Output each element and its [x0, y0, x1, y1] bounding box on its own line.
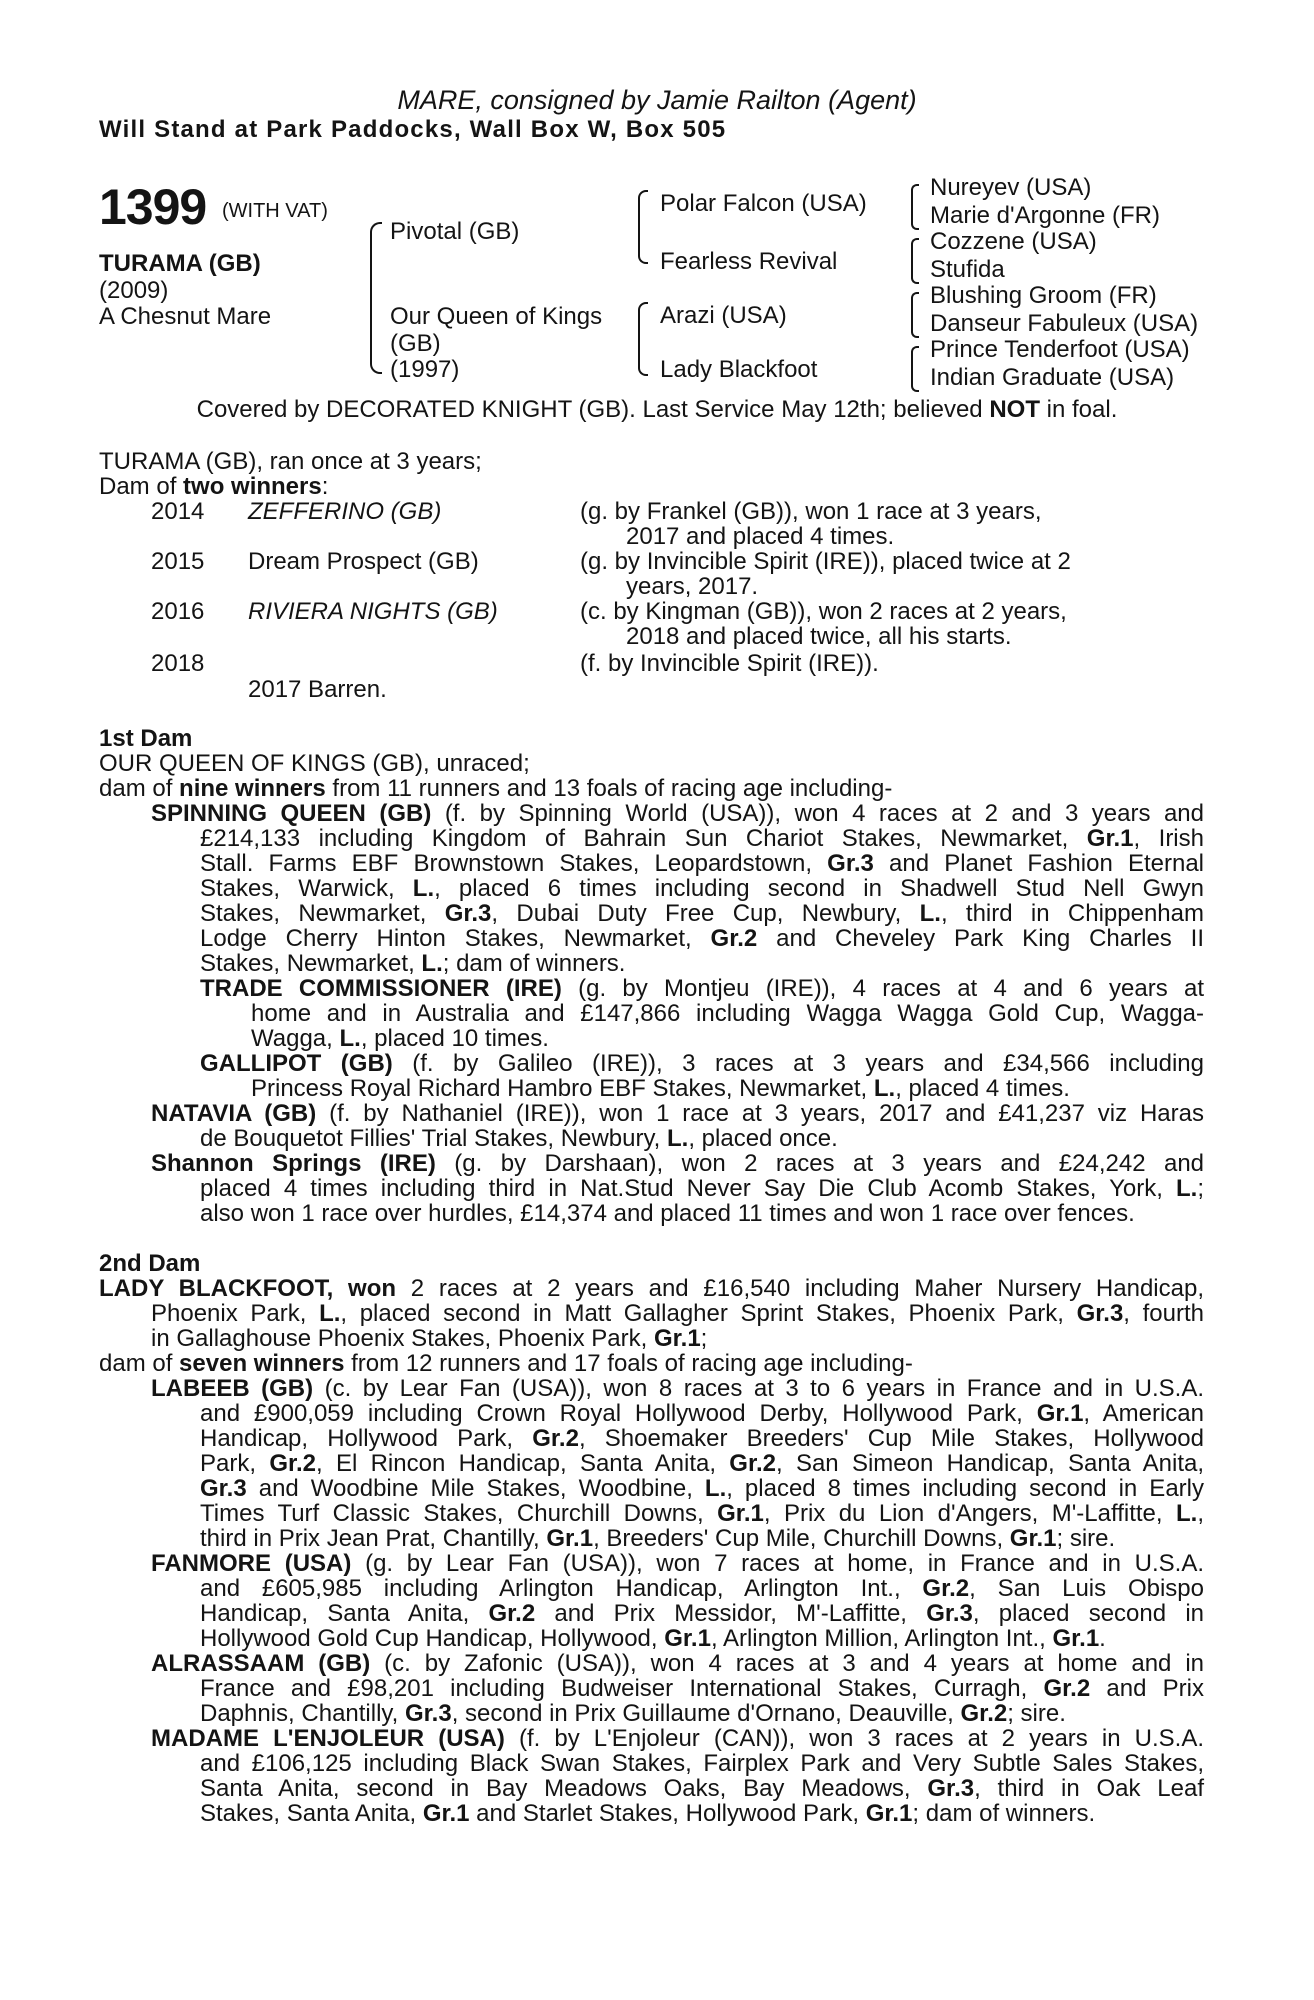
produce-year: 2018: [151, 650, 205, 677]
progeny-line: £214,133 including Kingdom of Bahrain Sun Chariot Stakes, Newmarket, Gr.1, Irish: [200, 825, 1204, 852]
progeny-line: Shannon Springs (IRE) (g. by Darshaan), won 2 races at 3 years and £24,242 and: [151, 1150, 1205, 1177]
progeny-line: third in Prix Jean Prat, Chantilly, Gr.1, Breeders' Cup Mile, Churchill Downs, Gr.1; sire.: [200, 1525, 1116, 1552]
sire-dam: Fearless Revival: [660, 248, 838, 275]
summary-suffix: from 12 runners and 17 foals of racing age including-: [344, 1350, 913, 1377]
progeny-line: Handicap, Santa Anita, Gr.2 and Prix Messidor, M'-Laffitte, Gr.3, placed second in: [200, 1600, 1204, 1627]
barren-note: 2017 Barren.: [248, 676, 387, 703]
produce-year: 2016: [151, 598, 205, 625]
horse-name: TURAMA (GB): [99, 250, 261, 277]
dam-of-line: [99, 473, 328, 501]
grandsire-2: Cozzene (USA): [930, 228, 1097, 255]
pedigree-bracket: [370, 222, 382, 374]
granddam-4: Indian Graduate (USA): [930, 364, 1175, 391]
sire-sire: Polar Falcon (USA): [660, 190, 867, 217]
first-dam-summary: [99, 775, 892, 803]
winners-count: two winners: [183, 473, 322, 500]
pedigree-bracket: [911, 346, 919, 392]
pedigree-bracket: [911, 184, 919, 230]
pedigree-bracket: [911, 238, 919, 284]
progeny-line: Park, Gr.2, El Rincon Handicap, Santa Anita, Gr.2, San Simeon Handicap, Santa Anita,: [200, 1450, 1205, 1477]
dam-of-prefix: Dam of: [99, 473, 184, 500]
race-record: TURAMA (GB), ran once at 3 years;: [99, 448, 482, 475]
covered-not: NOT: [989, 396, 1040, 423]
dam-country: (GB): [390, 330, 441, 357]
progeny-line: Santa Anita, second in Bay Meadows Oaks, Bay Meadows, Gr.3, third in Oak Leaf: [200, 1775, 1204, 1802]
produce-year: 2014: [151, 498, 205, 525]
progeny-line: Stakes, Newmarket, L.; dam of winners.: [200, 950, 626, 977]
progeny-line: ALRASSAAM (GB) (c. by Zafonic (USA)), won 4 races at 3 and 4 years at home and in: [151, 1650, 1205, 1677]
progeny-line: Times Turf Classic Stakes, Churchill Downs, Gr.1, Prix du Lion d'Angers, M'-Laffitte, L.,: [200, 1500, 1204, 1527]
vat-note: (WITH VAT): [222, 200, 328, 222]
horse-description: A Chesnut Mare: [99, 303, 272, 330]
first-dam-name: OUR QUEEN OF KINGS (GB), unraced;: [99, 750, 530, 777]
progeny-line: de Bouquetot Fillies' Trial Stakes, Newbury, L., placed once.: [200, 1125, 838, 1152]
progeny-line: Stakes, Warwick, L., placed 6 times including second in Shadwell Stud Nell Gwyn: [200, 875, 1204, 902]
second-dam-heading: 2nd Dam: [99, 1250, 201, 1277]
progeny-line: Princess Royal Richard Hambro EBF Stakes, Newmarket, L., placed 4 times.: [251, 1075, 1070, 1102]
grandsire-4: Prince Tenderfoot (USA): [930, 336, 1190, 363]
progeny-line: and £900,059 including Crown Royal Hollywood Derby, Hollywood Park, Gr.1, American: [200, 1400, 1204, 1427]
second-dam-summary: [99, 1350, 913, 1378]
progeny-line: and £605,985 including Arlington Handicap, Arlington Int., Gr.2, San Luis Obispo: [200, 1575, 1204, 1602]
summary-prefix: dam of: [99, 1350, 180, 1377]
produce-detail: 2018 and placed twice, all his starts.: [626, 623, 1012, 650]
sire: Pivotal (GB): [390, 218, 520, 245]
progeny-line: GALLIPOT (GB) (f. by Galileo (IRE)), 3 races at 3 years and £34,566 including: [200, 1050, 1204, 1077]
dam-year: (1997): [390, 356, 460, 383]
summary-prefix: dam of: [99, 775, 180, 802]
pedigree-bracket: [638, 302, 648, 376]
produce-detail: (c. by Kingman (GB)), won 2 races at 2 years,: [580, 598, 1067, 625]
winners-count: nine winners: [179, 775, 326, 802]
record-line: in Gallaghouse Phoenix Stakes, Phoenix Park, Gr.1;: [151, 1325, 708, 1352]
progeny-line: Daphnis, Chantilly, Gr.3, second in Prix Guillaume d'Ornano, Deauville, Gr.2; sire.: [200, 1700, 1066, 1727]
pedigree-bracket: [911, 292, 919, 338]
dam: Our Queen of Kings: [390, 303, 603, 330]
progeny-line: FANMORE (USA) (g. by Lear Fan (USA)), won 7 races at home, in France and in U.S.A.: [151, 1550, 1204, 1577]
granddam-1: Marie d'Argonne (FR): [930, 202, 1160, 229]
progeny-line: placed 4 times including third in Nat.Stud Never Say Die Club Acomb Stakes, York, L.;: [200, 1175, 1204, 1202]
produce-detail: 2017 and placed 4 times.: [626, 523, 895, 550]
first-dam-heading: 1st Dam: [99, 725, 193, 752]
record-line: Phoenix Park, L., placed second in Matt Gallagher Sprint Stakes, Phoenix Park, Gr.3, fourth: [151, 1300, 1204, 1327]
produce-detail: years, 2017.: [626, 573, 759, 600]
progeny-line: Lodge Cherry Hinton Stakes, Newmarket, Gr.2 and Cheveley Park King Charles II: [200, 925, 1204, 952]
progeny-line: France and £98,201 including Budweiser International Stakes, Curragh, Gr.2 and Prix: [200, 1675, 1204, 1702]
summary-suffix: from 11 runners and 13 foals of racing age including-: [325, 775, 893, 802]
progeny-line: Stakes, Newmarket, Gr.3, Dubai Duty Free Cup, Newbury, L., third in Chippenham: [200, 900, 1204, 927]
covered-text: Covered by DECORATED KNIGHT (GB). Last Service May 12th; believed: [196, 396, 990, 423]
produce-detail: (f. by Invincible Spirit (IRE)).: [580, 650, 879, 677]
pedigree-bracket: [638, 190, 648, 264]
progeny-line: Gr.3 and Woodbine Mile Stakes, Woodbine, L., placed 8 times including second in Early: [200, 1475, 1204, 1502]
produce-detail: (g. by Frankel (GB)), won 1 race at 3 years,: [580, 498, 1042, 525]
produce-name: ZEFFERINO (GB): [248, 498, 442, 525]
progeny-line: SPINNING QUEEN (GB) (f. by Spinning World (USA)), won 4 races at 2 and 3 years and: [151, 800, 1204, 827]
progeny-line: home and in Australia and £147,866 including Wagga Wagga Gold Cup, Wagga-: [251, 1000, 1204, 1027]
grandsire-3: Blushing Groom (FR): [930, 282, 1157, 309]
covered-line: [0, 396, 1314, 424]
progeny-line: NATAVIA (GB) (f. by Nathaniel (IRE)), won 1 race at 3 years, 2017 and £41,237 viz Haras: [151, 1100, 1204, 1127]
progeny-line: Stakes, Santa Anita, Gr.1 and Starlet Stakes, Hollywood Park, Gr.1; dam of winners.: [200, 1800, 1096, 1827]
progeny-line: also won 1 race over hurdles, £14,374 and placed 11 times and won 1 race over fences.: [200, 1200, 1135, 1227]
progeny-line: MADAME L'ENJOLEUR (USA) (f. by L'Enjoleur (CAN)), won 3 races at 2 years in U.S.A.: [151, 1725, 1204, 1752]
record-line: LADY BLACKFOOT, won 2 races at 2 years and £16,540 including Maher Nursery Handicap,: [99, 1275, 1204, 1302]
progeny-line: Handicap, Hollywood Park, Gr.2, Shoemaker Breeders' Cup Mile Stakes, Hollywood: [200, 1425, 1204, 1452]
granddam-3: Danseur Fabuleux (USA): [930, 310, 1199, 337]
produce-year: 2015: [151, 548, 205, 575]
winners-count: seven winners: [179, 1350, 345, 1377]
progeny-line: Wagga, L., placed 10 times.: [251, 1025, 549, 1052]
granddam-2: Stufida: [930, 256, 1005, 283]
stabling-line: Will Stand at Park Paddocks, Wall Box W, Box 505: [99, 116, 727, 143]
progeny-line: Hollywood Gold Cup Handicap, Hollywood, Gr.1, Arlington Million, Arlington Int., Gr.1.: [200, 1625, 1106, 1652]
consignor-line: MARE, consigned by Jamie Railton (Agent): [397, 85, 917, 115]
grandsire-1: Nureyev (USA): [930, 174, 1092, 201]
progeny-line: LABEEB (GB) (c. by Lear Fan (USA)), won 8 races at 3 to 6 years in France and in U.S.A.: [151, 1375, 1205, 1402]
foaling-year: (2009): [99, 277, 169, 304]
produce-detail: (g. by Invincible Spirit (IRE)), placed twice at 2: [580, 548, 1071, 575]
lot-number: 1399: [99, 179, 207, 235]
progeny-line: Stall. Farms EBF Brownstown Stakes, Leopardstown, Gr.3 and Planet Fashion Eternal: [200, 850, 1204, 877]
dam-of-suffix: :: [321, 473, 329, 500]
produce-name: RIVIERA NIGHTS (GB): [248, 598, 498, 625]
dam-dam: Lady Blackfoot: [660, 356, 818, 383]
covered-tail: in foal.: [1040, 396, 1118, 423]
dam-sire: Arazi (USA): [660, 302, 787, 329]
produce-name: Dream Prospect (GB): [248, 548, 479, 575]
progeny-line: TRADE COMMISSIONER (IRE) (g. by Montjeu (IRE)), 4 races at 4 and 6 years at: [200, 975, 1204, 1002]
progeny-line: and £106,125 including Black Swan Stakes, Fairplex Park and Very Subtle Sales Stakes,: [200, 1750, 1204, 1777]
